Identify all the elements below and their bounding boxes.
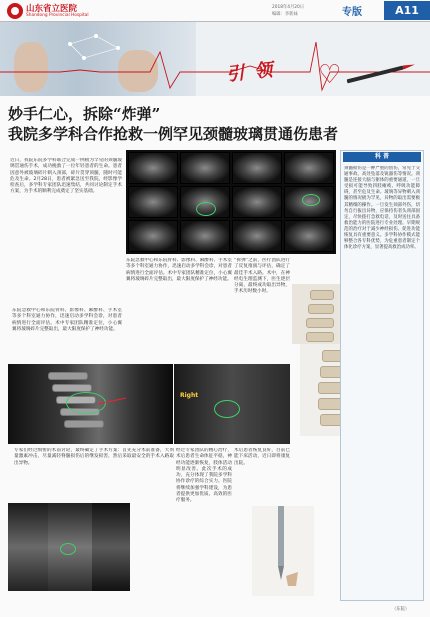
section-name: 专版 — [342, 7, 362, 18]
ct-slice — [180, 152, 230, 184]
hospital-logo-icon — [7, 3, 23, 19]
surgical-instrument-icon — [252, 506, 314, 596]
ct-scan-grid — [126, 150, 336, 254]
article-paragraph: 专家们经过缜密的术前讨论，最终确定了手术方案：首先充分术前准备，大剂量激素冲击，尽量减轻脊髓损伤后的继发损害，然后采取最安全的手术入路取出异物。 — [14, 448, 174, 466]
issue-date: 2018年4月20日 — [272, 5, 305, 10]
article-paragraph: 东院急救中心和东院骨科、影像科、麻醉科、手术室等多个科室通力协作，迅速启动多学科会诊，对患者病情进行全面评估。术中专家团队精准定位，小心翼翼将玻璃碎片完整取出，最大限度保护了神经功能。 — [12, 308, 122, 332]
headline-line-2: 我院多学科合作抢救一例罕见颈髓玻璃贯通伤患者 — [8, 125, 339, 143]
article-paragraph: 术后患者恢复良好，目前已能下床活动，近日即将康复出院。 — [234, 448, 290, 466]
cervical-ct-reconstruction — [174, 364, 290, 444]
glass-fragment-arrow — [8, 364, 173, 444]
ct-slice — [232, 152, 282, 184]
ct-slice — [284, 220, 334, 252]
ct-slice — [180, 220, 230, 252]
vertebra — [308, 304, 334, 314]
ct-slice — [128, 220, 178, 252]
article-paragraph: 近日，我院东院多学科联合完成一例极为罕见的颈髓玻璃贯通伤手术，成功挽救了一位年轻患者的生命。患者因意外被玻璃碎片刺入颈部，碎片贯穿颈髓，随时可能危及生命。2月28日，患者被紧急送至我院，经影像学检查后，多学科专家团队迅速集结，共同讨论制定手术方案，为手术的顺利完成奠定了坚实基础。 — [10, 158, 122, 195]
page-number: A11 — [384, 1, 430, 20]
headline-line-1: 妙手仁心，拆除“炸弹” — [8, 105, 161, 123]
removed-fragment-photo — [252, 506, 314, 596]
hospital-name-cn: 山东省立医院 — [26, 4, 78, 14]
article-paragraph: “拆弹”之前，医疗团队进行了反复推演与评估，确定了最佳手术入路。术中，在神经电生理监测下，医生逐层分离，最终成功取出异物，手术历时数小时。 — [234, 258, 290, 295]
mri-image — [92, 503, 130, 591]
ct-slice — [284, 152, 334, 184]
right-marker-label: Right — [180, 392, 199, 399]
science-body: 颈髓损伤是一种严重的创伤，常见于交通事故、高处坠落及锐器伤等情况。颈髓是连接大脑与躯体的重要通道，一旦受损可能导致四肢瘫痪、呼吸功能障碍，甚至危及生命。玻璃等异物刺入颈髓的情况极为罕见，异物的取出需要极其精细的操作。一旦发生颈部外伤，切勿自行拔出异物，应保持伤者头颈部固定，尽快拨打急救电话，及时送往具备救治能力的医院进行专业处理。早期规范的治疗对于减少神经损伤、促进功能恢复具有重要意义。多学科协作模式能够整合各专科优势，为危重患者制定个体化诊疗方案，显著提高救治成功率。 — [344, 166, 420, 251]
ct-slice — [232, 186, 282, 218]
hospital-name-en: Shandong Provincial Hospital — [26, 13, 89, 18]
heart-icon: ♡ — [318, 60, 342, 90]
ct-slice — [128, 152, 178, 184]
masthead — [0, 0, 430, 22]
cervical-xray-image — [8, 364, 173, 444]
article-paragraph: 经过专家团队的精心治疗，术后患者生命体征平稳，神经功能逐渐恢复，肢体活动明显改善。此次手术的成功，充分体现了我院多学科协作诊疗的综合实力。医院将继续加强学科建设，为患者提供更加优质、高效的医疗服务。 — [176, 448, 232, 504]
editor-credit: 编辑：李新妹 — [272, 12, 298, 17]
article-paragraph: 东院急救中心和东院骨科、影像科、麻醉科、手术室等多个科室通力协作，迅速启动多学科会诊，对患者病情进行全面评估。术中专家团队精准定位，小心翼翼将玻璃碎片完整取出，最大限度保护了神经功能。 — [126, 258, 232, 282]
lesion-marker — [60, 543, 76, 555]
science-footer: （东院） — [392, 607, 410, 612]
mri-image — [48, 503, 92, 591]
lesion-marker — [214, 400, 240, 418]
vertebra — [306, 332, 334, 342]
lesion-marker — [302, 194, 320, 206]
ct-slice — [232, 220, 282, 252]
banner — [0, 22, 430, 96]
mri-image — [8, 503, 48, 591]
banner-label: 引 领 — [225, 59, 276, 86]
vertebra — [306, 318, 334, 328]
ct-slice — [128, 186, 178, 218]
ecg-line-graphic — [0, 22, 430, 96]
vertebra — [310, 290, 334, 300]
science-title: 科 普 — [343, 152, 421, 162]
network-node-icon — [68, 34, 120, 60]
lesion-marker — [196, 202, 216, 216]
